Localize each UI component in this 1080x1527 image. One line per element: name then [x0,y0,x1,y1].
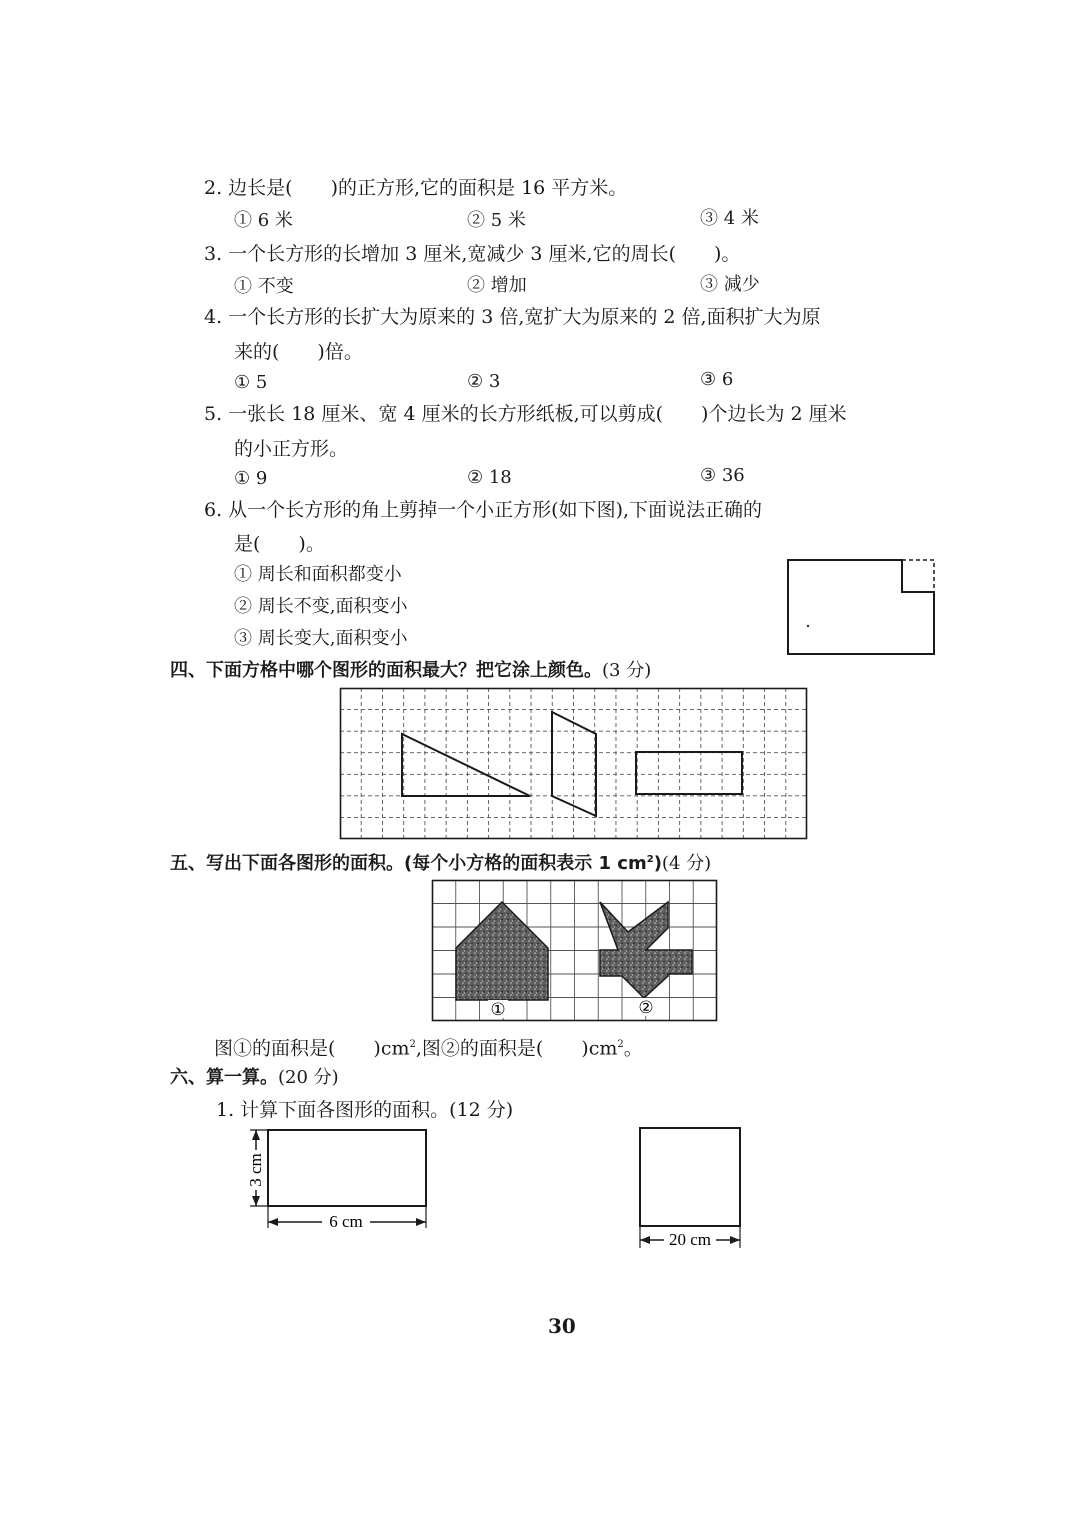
section6-square-figure [636,1126,746,1252]
q5-stem-line2: 的小正方形。 [234,438,349,460]
q6-stem-line1: 6. 从一个长方形的角上剪掉一个小正方形(如下图),下面说法正确的 [204,499,763,521]
q2-option-1: ① 6 米 [234,210,293,231]
section5-answer-1: 图①的面积是( )cm [214,1037,410,1060]
section5-answer-sup-2: 2 [617,1039,624,1050]
section4-points: (3 分) [602,660,652,681]
section6-rectangle-figure [238,1126,434,1230]
q6-option-3: ③ 周长变大,面积变小 [234,628,408,649]
q6-stem-line2: 是( )。 [234,533,325,555]
q4-stem-line1: 4. 一个长方形的长扩大为原来的 3 倍,宽扩大为原来的 2 倍,面积扩大为原 [204,306,821,328]
q3-stem: 3. 一个长方形的长增加 3 厘米,宽减少 3 厘米,它的周长( )。 [204,243,741,265]
page-number: 30 [548,1314,576,1338]
q4-option-2: ② 3 [467,371,501,392]
section5-title: 五、写出下面各图形的面积。(每个小方格的面积表示 1 cm [170,853,647,874]
q3-option-2: ② 增加 [467,275,527,296]
q2-option-3: ③ 4 米 [700,208,759,229]
q6-option-1: ① 周长和面积都变小 [234,564,402,585]
square-side-label: 20 cm [668,1230,712,1249]
q6-cut-rectangle-figure [786,558,938,658]
section5-figure-1-house [456,902,548,1000]
section4-rectangle [636,752,742,794]
section5-title-close: ) [653,853,662,874]
section6-title: 六、算一算。 [170,1067,278,1088]
q4-stem-line2: 来的( )倍。 [234,341,363,363]
q3-option-1: ① 不变 [234,276,294,297]
section5-points: (4 分) [661,853,712,874]
section6-sub1: 1. 计算下面各图形的面积。(12 分) [216,1099,514,1121]
q5-stem-line1: 5. 一张长 18 厘米、宽 4 厘米的长方形纸板,可以剪成( )个边长为 2 厘米 [204,403,847,425]
section4-title: 四、下面方格中哪个图形的面积最大？把它涂上颜色。 [170,660,602,681]
section5-answer-end: 。 [623,1037,643,1060]
section5-answer-2: ,图②的面积是( )cm [415,1037,618,1060]
rect-height-label: 3 cm [246,1153,265,1187]
section4-parallelogram [552,712,596,816]
section5-label-2: ② [638,998,654,1017]
q5-option-3: ③ 36 [700,465,745,486]
section5-grid-figure [432,880,718,1022]
section4-grid-figure [340,688,808,840]
q2-stem: 2. 边长是( )的正方形,它的面积是 16 平方米。 [204,177,628,199]
q3-option-3: ③ 减少 [700,274,760,295]
q2-option-2: ② 5 米 [467,210,526,231]
q4-option-1: ① 5 [234,372,268,393]
section6-heading [170,1066,339,1090]
section5-answer-sup-1: 2 [409,1039,416,1050]
rect-width-label: 6 cm [329,1212,363,1231]
section4-triangle [402,734,530,796]
q4-option-3: ③ 6 [700,369,734,390]
section6-points: (20 分) [278,1067,339,1088]
q5-option-1: ① 9 [234,468,268,489]
q6-option-2: ② 周长不变,面积变小 [234,596,408,617]
section5-answer-line [214,1033,643,1060]
section5-title-sup: 2 [646,854,654,865]
section5-heading [170,848,711,876]
q5-option-2: ② 18 [467,467,512,488]
section5-label-1: ① [490,1000,506,1019]
section4-heading [170,659,651,683]
section4-grid-lines [340,688,807,839]
